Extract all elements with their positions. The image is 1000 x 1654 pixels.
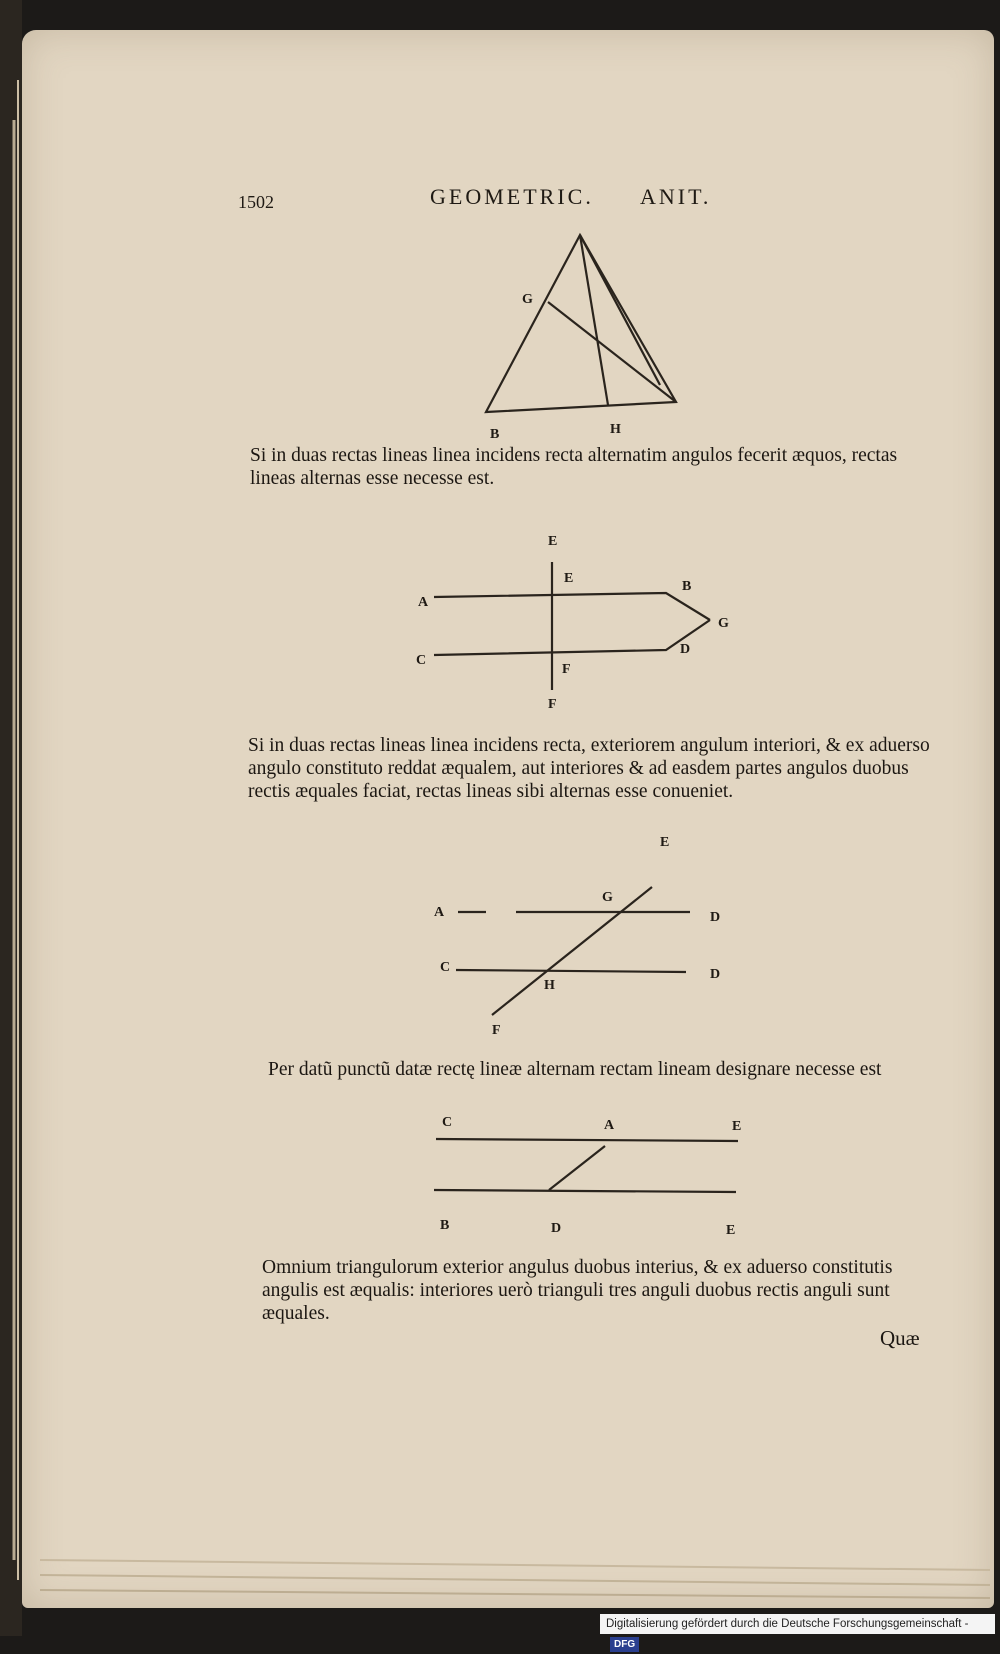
- label-fig2-c: C: [416, 653, 427, 668]
- label-fig3-d-top: D: [710, 910, 721, 925]
- running-title-right: ANIT.: [640, 184, 712, 209]
- paragraph-2: Si in duas rectas lineas linea incidens recta, exteriorem angulum interiori, & ex aduerso angulo constituto reddat æqualem, aut interiores & ad easdem partes angulos duobus rectis æquales faciat, rectas lineas sibi alternas esse conueniet.: [248, 735, 930, 802]
- paragraph-3: Per datũ punctũ datæ rectę lineæ alternam rectam lineam designare necesse est: [268, 1059, 882, 1080]
- dfg-logo: DFG: [610, 1637, 639, 1652]
- paragraph-1: Si in duas rectas lineas linea incidens recta alternatim angulos fecerit æquos, rectas lineas alternas esse necesse est.: [250, 445, 898, 489]
- label-fig3-d-bottom: D: [710, 967, 721, 982]
- label-fig2-g: G: [718, 616, 729, 631]
- label-fig4-e-bottom: E: [726, 1223, 736, 1238]
- page-number: 1502: [238, 192, 274, 212]
- fig4-line-ce: [436, 1139, 738, 1141]
- label-fig3-c: C: [440, 960, 451, 975]
- label-fig3-f: F: [492, 1023, 501, 1038]
- running-title-left: GEOMETRIC.: [430, 184, 594, 209]
- paragraph-4: Omnium triangulorum exterior angulus duobus interius, & ex aduerso constitutis angulis est æqualis: interiores uerò trianguli tres anguli duobus rectis anguli sunt æquales.: [262, 1257, 893, 1324]
- label-fig2-d: D: [680, 642, 691, 657]
- label-fig4-c: C: [442, 1115, 453, 1130]
- label-fig2-f-mid: F: [562, 662, 571, 677]
- digitization-footer: [600, 1614, 995, 1650]
- label-fig4-d: D: [551, 1221, 562, 1236]
- label-fig2-f-bottom: F: [548, 697, 557, 712]
- label-fig3-h: H: [544, 978, 555, 993]
- label-fig3-e: E: [660, 835, 670, 850]
- label-fig2-b: B: [682, 579, 692, 594]
- label-fig4-e-top: E: [732, 1119, 742, 1134]
- label-fig4-a: A: [604, 1118, 615, 1133]
- label-fig1-g: G: [522, 292, 533, 307]
- label-fig1-h: H: [610, 422, 621, 437]
- label-fig4-b: B: [440, 1218, 450, 1233]
- label-fig1-b: B: [490, 427, 500, 442]
- label-fig2-e-mid: E: [564, 571, 574, 586]
- fig4-connector: [549, 1146, 605, 1190]
- catchword: Quæ: [880, 1326, 920, 1350]
- label-fig2-a: A: [418, 595, 429, 610]
- label-fig3-a: A: [434, 905, 445, 920]
- footer-credit: Digitalisierung gefördert durch die Deutsche Forschungsgemeinschaft -: [606, 1618, 969, 1630]
- label-fig3-g: G: [602, 890, 613, 905]
- fig4-line-be: [434, 1190, 736, 1192]
- label-fig2-e-top: E: [548, 534, 558, 549]
